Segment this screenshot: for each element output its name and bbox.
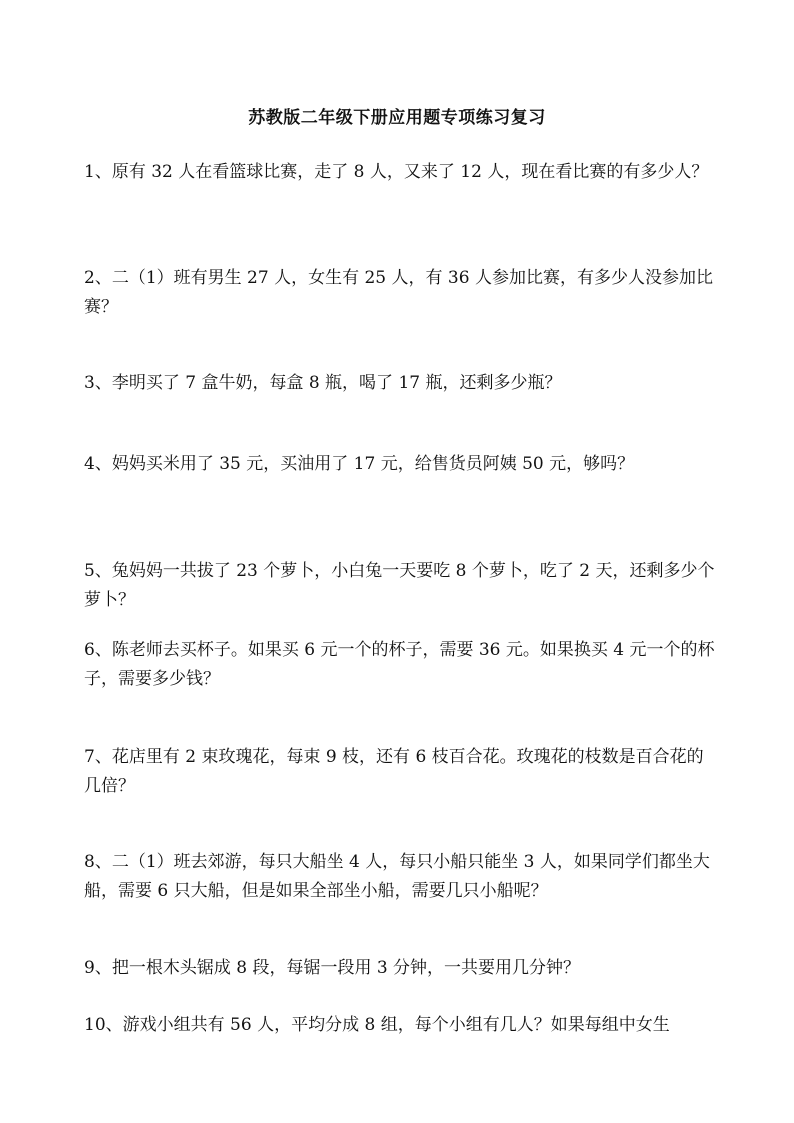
question-5: 5、兔妈妈一共拔了 23 个萝卜，小白兔一天要吃 8 个萝卜，吃了 2 天，还剩多少个萝卜？ (84, 561, 715, 610)
question-6: 6、陈老师去买杯子。如果买 6 元一个的杯子，需要 36 元。如果换买 4 元一个的杯子，需要多少钱？ (84, 640, 715, 689)
question-9: 9、把一根木头锯成 8 段，每锯一段用 3 分钟，一共要用几分钟？ (84, 958, 581, 978)
question-4: 4、妈妈买米用了 35 元，买油用了 17 元，给售货员阿姨 50 元，够吗？ (84, 454, 635, 474)
question-8: 8、二（1）班去郊游，每只大船坐 4 人，每只小船只能坐 3 人，如果同学们都坐大船，需要 6 只大船，但是如果全部坐小船，需要几只小船呢？ (84, 852, 710, 901)
question-2: 2、二（1）班有男生 27 人，女生有 25 人，有 36 人参加比赛，有多少人没参加比赛？ (84, 268, 713, 317)
question-3: 3、李明买了 7 盒牛奶，每盒 8 瓶，喝了 17 瓶，还剩多少瓶？ (84, 373, 562, 393)
question-10: 10、游戏小组共有 56 人，平均分成 8 组，每个小组有几人？如果每组中女生 (84, 1015, 670, 1035)
question-1: 1、原有 32 人在看篮球比赛，走了 8 人，又来了 12 人，现在看比赛的有多少人？ (84, 162, 709, 182)
worksheet-title: 苏教版二年级下册应用题专项练习复习 (248, 108, 546, 128)
question-7: 7、花店里有 2 束玫瑰花，每束 9 枝，还有 6 枝百合花。玫瑰花的枝数是百合花的几倍？ (84, 747, 704, 796)
